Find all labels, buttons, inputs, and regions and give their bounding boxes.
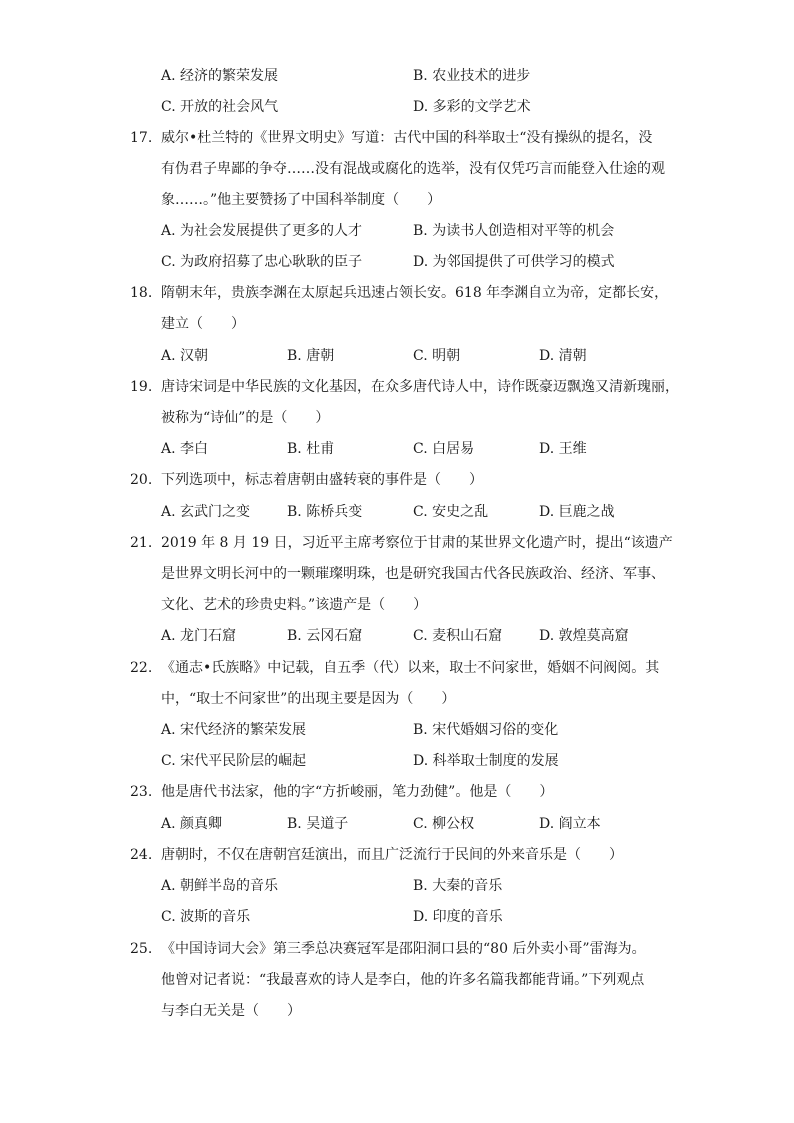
question-text-line: 他曾对记者说：“我最喜欢的诗人是李白，他的许多名篇我都能背诵。”下列观点: [161, 972, 645, 988]
option-a: A. 宋代经济的繁荣发展: [161, 722, 307, 738]
question-text-line: 《通志•氏族略》中记载，自五季（代）以来，取士不问家世，婚姻不问阀阅。其: [161, 660, 660, 676]
option-b: B. 陈桥兵变: [287, 504, 363, 520]
option-b: B. 杜甫: [287, 441, 335, 457]
option-c: C. 为政府招募了忠心耿耿的臣子: [161, 254, 363, 270]
option-d: D. 印度的音乐: [413, 909, 503, 925]
option-c: C. 柳公权: [413, 816, 475, 832]
option-a: A. 朝鲜半岛的音乐: [161, 878, 279, 894]
option-a: A. 李白: [161, 441, 209, 457]
question-text-line: 《中国诗词大会》第三季总决赛冠军是邵阳洞口县的“80 后外卖小哥”雷海为。: [161, 941, 646, 957]
option-a: A. 玄武门之变: [161, 504, 251, 520]
option-a: A. 颜真卿: [161, 816, 223, 832]
option-c: C. 波斯的音乐: [161, 909, 251, 925]
question-text-line: 他是唐代书法家，他的字“方折峻丽，笔力劲健”。他是（ ）: [161, 784, 554, 800]
question-text-line: 唐诗宋词是中华民族的文化基因，在众多唐代诗人中，诗作既豪迈飘逸又清新瑰丽，: [161, 379, 679, 395]
option-c: C. 明朝: [413, 348, 461, 364]
option-d: D. 阎立本: [539, 816, 601, 832]
question-text-line: 威尔•杜兰特的《世界文明史》写道：古代中国的科举取士“没有操纵的提名，没: [161, 130, 653, 146]
option-a: A. 汉朝: [161, 348, 209, 364]
option-b: B. 吴道子: [287, 816, 349, 832]
q16-option-b: B. 农业技术的进步: [413, 68, 531, 84]
option-d: D. 敦煌莫高窟: [539, 628, 629, 644]
option-b: B. 大秦的音乐: [413, 878, 503, 894]
question-text-line: 下列选项中，标志着唐朝由盛转衰的事件是（ ）: [161, 472, 483, 488]
question-text-line: 唐朝时，不仅在唐朝宫廷演出，而且广泛流行于民间的外来音乐是（ ）: [161, 847, 623, 863]
question-number: 25.: [130, 941, 153, 957]
option-c: C. 白居易: [413, 441, 475, 457]
question-number: 22.: [130, 660, 153, 676]
question-text-line: 建立（ ）: [161, 316, 245, 332]
question-text-line: 2019 年 8 月 19 日，习近平主席考察位于甘肃的某世界文化遗产时，提出“该遗产: [161, 535, 673, 551]
question-number: 23.: [130, 784, 153, 800]
option-a: A. 龙门石窟: [161, 628, 237, 644]
question-number: 19.: [130, 379, 153, 395]
option-d: D. 科举取士制度的发展: [413, 753, 559, 769]
option-c: C. 宋代平民阶层的崛起: [161, 753, 307, 769]
option-d: D. 王维: [539, 441, 587, 457]
option-b: B. 唐朝: [287, 348, 335, 364]
question-text-line: 与李白无关是（ ）: [161, 1003, 301, 1019]
question-number: 20.: [130, 472, 153, 488]
option-b: B. 云冈石窟: [287, 628, 363, 644]
question-text-line: 隋朝末年，贵族李渊在太原起兵迅速占领长安。618 年李渊自立为帝，定都长安，: [161, 285, 669, 301]
question-text-line: 有伪君子卑鄙的争夺……没有混战或腐化的选举，没有仅凭巧言而能登入仕途的观: [161, 161, 665, 177]
question-number: 24.: [130, 847, 153, 863]
option-b: B. 宋代婚姻习俗的变化: [413, 722, 559, 738]
option-d: D. 巨鹿之战: [539, 504, 615, 520]
question-number: 21.: [130, 535, 153, 551]
q16-option-a: A. 经济的繁荣发展: [161, 68, 279, 84]
question-text-line: 文化、艺术的珍贵史料。”该遗产是（ ）: [161, 597, 428, 613]
question-text-line: 象……。”他主要赞扬了中国科举制度（ ）: [161, 192, 442, 208]
question-text-line: 被称为“诗仙”的是（ ）: [161, 410, 330, 426]
option-d: D. 为邻国提供了可供学习的模式: [413, 254, 615, 270]
option-d: D. 清朝: [539, 348, 587, 364]
question-text-line: 是世界文明长河中的一颗璀璨明珠，也是研究我国古代各民族政治、经济、军事、: [161, 566, 665, 582]
option-b: B. 为读书人创造相对平等的机会: [413, 223, 615, 239]
q16-option-d: D. 多彩的文学艺术: [413, 99, 531, 115]
question-number: 17.: [130, 130, 153, 146]
question-text-line: 中，“取士不问家世”的出现主要是因为（ ）: [161, 691, 456, 707]
question-number: 18.: [130, 285, 153, 301]
option-c: C. 安史之乱: [413, 504, 489, 520]
option-c: C. 麦积山石窟: [413, 628, 503, 644]
option-a: A. 为社会发展提供了更多的人才: [161, 223, 363, 239]
q16-option-c: C. 开放的社会风气: [161, 99, 279, 115]
